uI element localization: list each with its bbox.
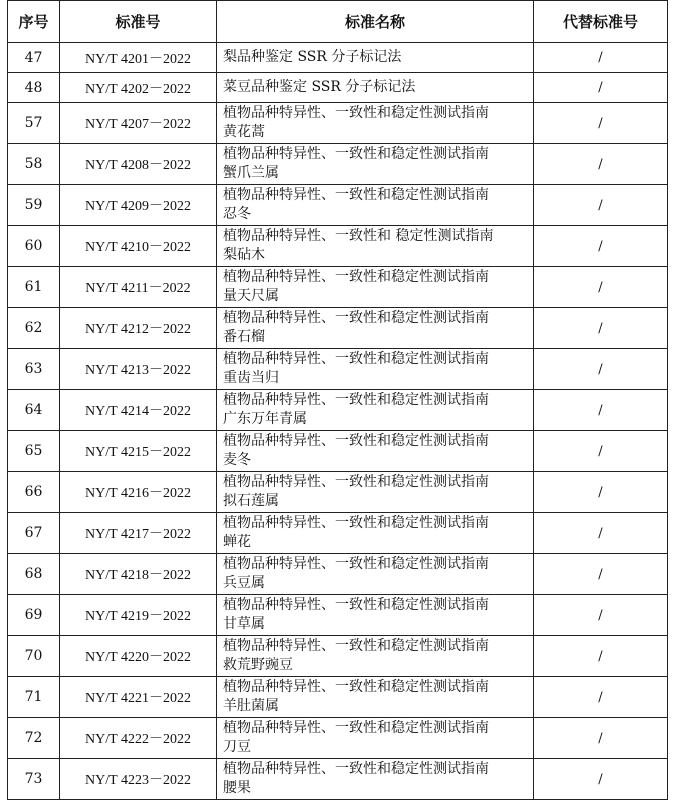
standards-table bbox=[7, 0, 668, 800]
row-replace: / bbox=[534, 677, 668, 718]
row-name bbox=[217, 73, 534, 103]
row-code: NY/T 4223－2022 bbox=[60, 759, 217, 800]
row-name-line2: 麦冬 bbox=[223, 452, 251, 468]
table-row bbox=[8, 185, 668, 226]
row-name-line1: 植物品种特异性、一致性和 稳定性测试指南 bbox=[223, 228, 494, 244]
table-row bbox=[8, 472, 668, 513]
row-name bbox=[217, 718, 534, 759]
row-name bbox=[217, 43, 534, 73]
row-replace: / bbox=[534, 595, 668, 636]
row-replace: / bbox=[534, 267, 668, 308]
row-replace: / bbox=[534, 226, 668, 267]
table-row bbox=[8, 73, 668, 103]
row-name-line2: 黄花蒿 bbox=[223, 124, 265, 140]
row-code: NY/T 4202－2022 bbox=[60, 73, 217, 103]
row-replace: / bbox=[534, 308, 668, 349]
table-row bbox=[8, 513, 668, 554]
row-name-line2: 蟹爪兰属 bbox=[223, 165, 279, 181]
row-replace: / bbox=[534, 759, 668, 800]
table-row bbox=[8, 43, 668, 73]
table-row bbox=[8, 308, 668, 349]
row-no: 60 bbox=[8, 226, 60, 267]
row-replace: / bbox=[534, 73, 668, 103]
row-name-line1: 植物品种特异性、一致性和稳定性测试指南 bbox=[223, 187, 489, 203]
row-no: 69 bbox=[8, 595, 60, 636]
row-code: NY/T 4216－2022 bbox=[60, 472, 217, 513]
row-name bbox=[217, 636, 534, 677]
row-code: NY/T 4208－2022 bbox=[60, 144, 217, 185]
row-replace: / bbox=[534, 513, 668, 554]
row-name bbox=[217, 267, 534, 308]
row-no: 59 bbox=[8, 185, 60, 226]
row-replace: / bbox=[534, 103, 668, 144]
header-name: 标准名称 bbox=[217, 1, 534, 43]
row-name-line1: 植物品种特异性、一致性和稳定性测试指南 bbox=[223, 638, 489, 654]
row-name-line1: 植物品种特异性、一致性和稳定性测试指南 bbox=[223, 392, 489, 408]
row-name bbox=[217, 554, 534, 595]
row-replace: / bbox=[534, 554, 668, 595]
table-row bbox=[8, 349, 668, 390]
row-no: 70 bbox=[8, 636, 60, 677]
row-name-line1: 植物品种特异性、一致性和稳定性测试指南 bbox=[223, 474, 489, 490]
row-no: 58 bbox=[8, 144, 60, 185]
table-row bbox=[8, 103, 668, 144]
row-replace: / bbox=[534, 636, 668, 677]
row-name-line2: 刀豆 bbox=[223, 739, 251, 755]
row-code: NY/T 4215－2022 bbox=[60, 431, 217, 472]
row-name-line1: 植物品种特异性、一致性和稳定性测试指南 bbox=[223, 310, 489, 326]
row-code: NY/T 4210－2022 bbox=[60, 226, 217, 267]
row-name bbox=[217, 759, 534, 800]
row-replace: / bbox=[534, 472, 668, 513]
row-name-line2: 兵豆属 bbox=[223, 575, 265, 591]
row-name-line1: 植物品种特异性、一致性和稳定性测试指南 bbox=[223, 597, 489, 613]
table-row bbox=[8, 718, 668, 759]
row-no: 66 bbox=[8, 472, 60, 513]
table-body bbox=[8, 43, 668, 800]
row-no: 71 bbox=[8, 677, 60, 718]
row-name-line2: 腰果 bbox=[223, 780, 251, 796]
row-name-line2: 梨砧木 bbox=[223, 247, 265, 263]
row-code: NY/T 4222－2022 bbox=[60, 718, 217, 759]
row-replace: / bbox=[534, 43, 668, 73]
row-name-line2: 蝉花 bbox=[223, 534, 251, 550]
row-name bbox=[217, 226, 534, 267]
row-no: 61 bbox=[8, 267, 60, 308]
header-replace: 代替标准号 bbox=[534, 1, 668, 43]
row-name-line1: 植物品种特异性、一致性和稳定性测试指南 bbox=[223, 720, 489, 736]
row-name-line2: 番石榴 bbox=[223, 329, 265, 345]
row-name-line1: 植物品种特异性、一致性和稳定性测试指南 bbox=[223, 433, 489, 449]
row-name-line2: 甘草属 bbox=[223, 616, 265, 632]
table-row bbox=[8, 759, 668, 800]
row-name-line1: 植物品种特异性、一致性和稳定性测试指南 bbox=[223, 679, 489, 695]
table-row bbox=[8, 677, 668, 718]
row-code: NY/T 4211－2022 bbox=[60, 267, 217, 308]
row-no: 47 bbox=[8, 43, 60, 73]
row-no: 64 bbox=[8, 390, 60, 431]
row-replace: / bbox=[534, 349, 668, 390]
row-replace: / bbox=[534, 431, 668, 472]
row-name-line1: 植物品种特异性、一致性和稳定性测试指南 bbox=[223, 556, 489, 572]
row-code: NY/T 4218－2022 bbox=[60, 554, 217, 595]
row-code: NY/T 4212－2022 bbox=[60, 308, 217, 349]
row-name bbox=[217, 431, 534, 472]
row-name bbox=[217, 677, 534, 718]
table-row bbox=[8, 144, 668, 185]
row-name-line2: 忍冬 bbox=[223, 206, 251, 222]
table-row bbox=[8, 431, 668, 472]
row-code: NY/T 4219－2022 bbox=[60, 595, 217, 636]
table-row bbox=[8, 267, 668, 308]
table-row bbox=[8, 554, 668, 595]
row-name bbox=[217, 595, 534, 636]
table-row bbox=[8, 390, 668, 431]
row-name bbox=[217, 144, 534, 185]
row-replace: / bbox=[534, 390, 668, 431]
row-name-line2: 拟石莲属 bbox=[223, 493, 279, 509]
row-no: 65 bbox=[8, 431, 60, 472]
row-replace: / bbox=[534, 718, 668, 759]
table-row bbox=[8, 226, 668, 267]
row-name bbox=[217, 185, 534, 226]
row-name bbox=[217, 390, 534, 431]
row-no: 72 bbox=[8, 718, 60, 759]
row-code: NY/T 4221－2022 bbox=[60, 677, 217, 718]
row-name-line2: 救荒野豌豆 bbox=[223, 657, 293, 673]
row-name-line2: 广东万年青属 bbox=[223, 411, 307, 427]
row-name bbox=[217, 308, 534, 349]
row-no: 68 bbox=[8, 554, 60, 595]
row-code: NY/T 4213－2022 bbox=[60, 349, 217, 390]
row-no: 73 bbox=[8, 759, 60, 800]
row-name bbox=[217, 472, 534, 513]
row-name-line1: 植物品种特异性、一致性和稳定性测试指南 bbox=[223, 105, 489, 121]
row-name-line1: 植物品种特异性、一致性和稳定性测试指南 bbox=[223, 269, 489, 285]
row-code: NY/T 4214－2022 bbox=[60, 390, 217, 431]
row-name-line2: 量天尺属 bbox=[223, 288, 279, 304]
row-replace: / bbox=[534, 185, 668, 226]
row-name bbox=[217, 513, 534, 554]
header-row bbox=[8, 1, 668, 43]
row-name-line2: 重齿当归 bbox=[223, 370, 279, 386]
row-name-line2: 羊肚菌属 bbox=[223, 698, 279, 714]
row-code: NY/T 4220－2022 bbox=[60, 636, 217, 677]
row-code: NY/T 4217－2022 bbox=[60, 513, 217, 554]
row-name-line1: 梨品种鉴定 SSR 分子标记法 bbox=[223, 49, 402, 65]
row-name-line1: 植物品种特异性、一致性和稳定性测试指南 bbox=[223, 146, 489, 162]
row-code: NY/T 4201－2022 bbox=[60, 43, 217, 73]
row-no: 67 bbox=[8, 513, 60, 554]
row-no: 62 bbox=[8, 308, 60, 349]
row-no: 63 bbox=[8, 349, 60, 390]
row-no: 48 bbox=[8, 73, 60, 103]
table-row bbox=[8, 636, 668, 677]
row-code: NY/T 4209－2022 bbox=[60, 185, 217, 226]
row-code: NY/T 4207－2022 bbox=[60, 103, 217, 144]
row-name-line1: 菜豆品种鉴定 SSR 分子标记法 bbox=[223, 79, 416, 95]
row-name bbox=[217, 349, 534, 390]
row-no: 57 bbox=[8, 103, 60, 144]
header-code: 标准号 bbox=[60, 1, 217, 43]
row-name-line1: 植物品种特异性、一致性和稳定性测试指南 bbox=[223, 351, 489, 367]
table-row bbox=[8, 595, 668, 636]
row-replace: / bbox=[534, 144, 668, 185]
row-name-line1: 植物品种特异性、一致性和稳定性测试指南 bbox=[223, 761, 489, 777]
row-name bbox=[217, 103, 534, 144]
header-no: 序号 bbox=[8, 1, 60, 43]
row-name-line1: 植物品种特异性、一致性和稳定性测试指南 bbox=[223, 515, 489, 531]
